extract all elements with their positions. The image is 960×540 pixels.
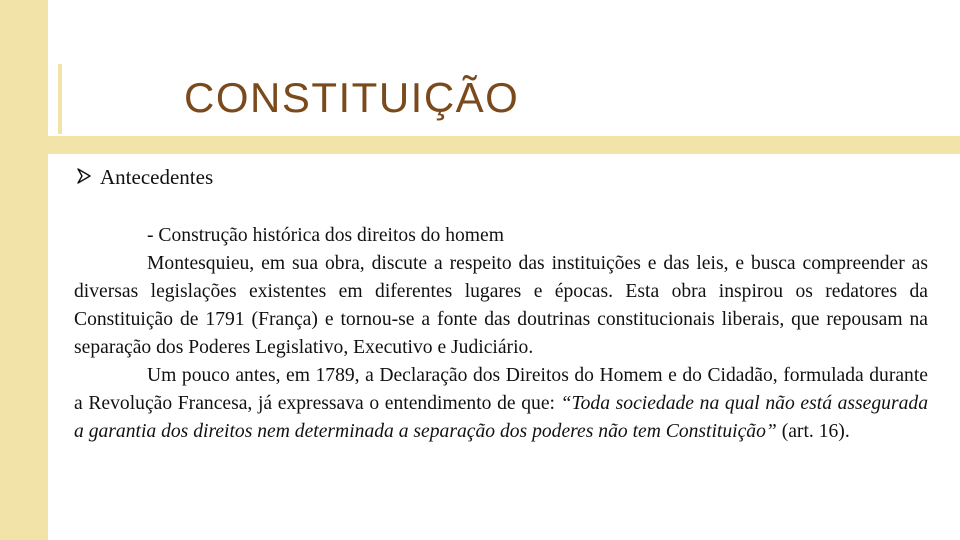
bullet-label: Antecedentes (100, 165, 214, 189)
paragraph-declaracao-text: Um pouco antes, em 1789, a Declaração dos Direitos do Homem e do Cidadão, formulada durante a Revolução Francesa, já expressava o entendimento de que: (74, 365, 928, 414)
quote-art16: “Toda sociedade na qual não está assegurada a garantia dos direitos nem determinada a separação dos poderes não tem Constituição” (74, 393, 928, 442)
paragraph-subheading: - Construção histórica dos direitos do homem (147, 225, 504, 246)
left-decorative-bar (0, 0, 48, 540)
title-underline-band (48, 136, 960, 154)
article-reference: (art. 16). (776, 421, 850, 442)
arrowhead-bullet-icon (76, 164, 92, 190)
bullet-item (76, 164, 213, 190)
paragraph-declaracao (74, 362, 928, 446)
body-text (74, 222, 928, 446)
slide-title: CONSTITUIÇÃO (184, 74, 520, 121)
title-accent-line (58, 64, 62, 134)
paragraph-montesquieu: Montesquieu, em sua obra, discute a respeito das instituições e das leis, e busca compreender as diversas legislações existentes em diferentes lugares e épocas. Esta obra inspirou os redatores da Constituição de 1791 (França) e tornou-se a fonte das doutrinas constitucionais liberais, que repousam na separação dos Poderes Legislativo, Executivo e Judiciário. (74, 253, 928, 358)
